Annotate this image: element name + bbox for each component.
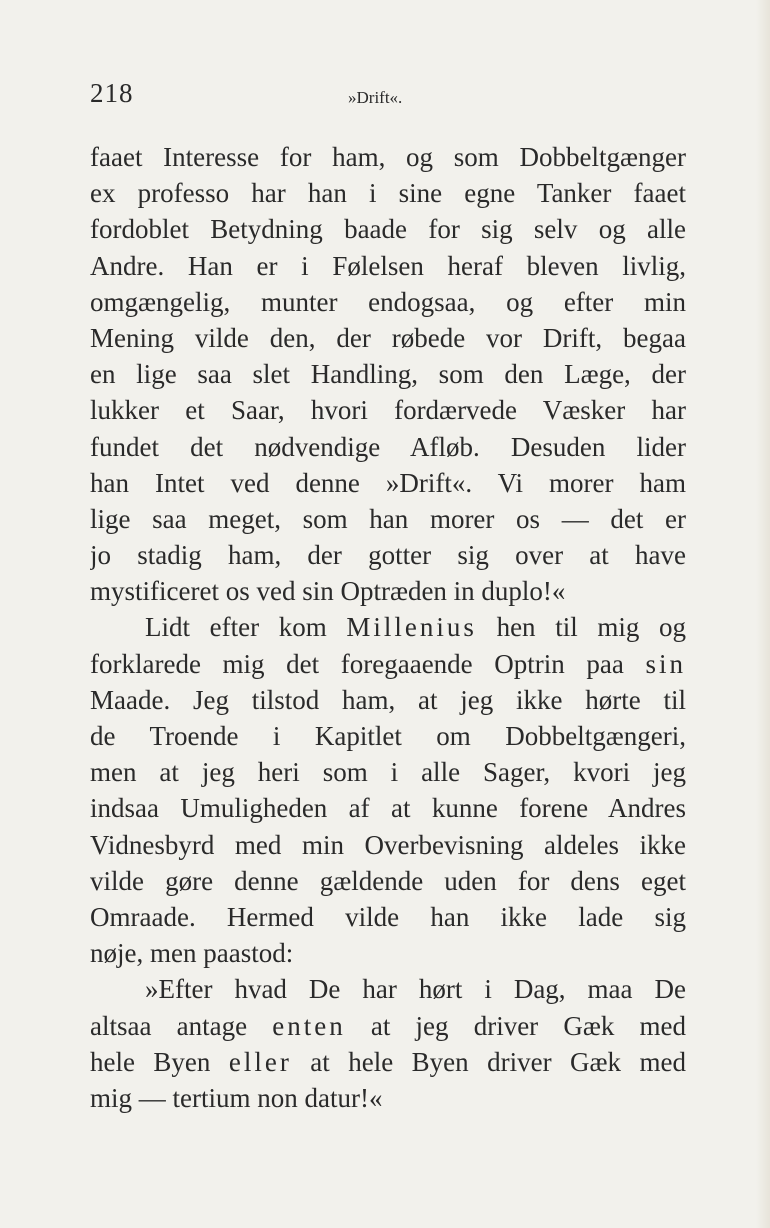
text-run: forklarede mig det foregaaende Optrin paa [90, 648, 646, 679]
text-run: Lidt efter kom [145, 612, 347, 643]
body-text [90, 139, 686, 1116]
page-edge [756, 0, 770, 1228]
text-line: mig — tertium non datur!« [90, 1082, 383, 1113]
text-line: jo stadig ham, der gotter sig over at have [90, 540, 686, 571]
text-line: fundet det nødvendige Afløb. Desuden lider [90, 431, 686, 462]
text-line: nøje, men paastod: [90, 938, 294, 969]
text-run: hen til mig og [476, 612, 686, 643]
text-line [90, 1008, 686, 1044]
text-line: Omraade. Hermed vilde han ikke lade sig [90, 901, 686, 932]
text-line: Vidnesbyrd med min Overbevisning aldeles ikke [90, 829, 686, 860]
text-run: altsaa antage [90, 1010, 273, 1041]
text-line: en lige saa slet Handling, som den Læge, der [90, 359, 686, 390]
text-line: omgængelig, munter endogsaa, og efter min [90, 286, 686, 317]
text-line: Maade. Jeg tilstod ham, at jeg ikke hørte til [90, 684, 686, 715]
running-title: »Drift«. [348, 88, 403, 107]
text-line: de Troende i Kapitlet om Dobbeltgængeri, [90, 721, 686, 751]
page-header [90, 78, 690, 118]
text-line: men at jeg heri som i alle Sager, kvori jeg [90, 757, 686, 788]
text-line: lukker et Saar, hvori fordærvede Væsker har [90, 395, 686, 426]
text-line: vilde gøre denne gældende uden for dens eget [90, 865, 686, 896]
text-line [90, 1044, 686, 1080]
text-line [90, 646, 686, 682]
spaced-text: sin [645, 648, 686, 679]
text-line: »Efter hvad De har hørt i Dag, maa De [145, 974, 686, 1005]
text-line: faaet Interesse for ham, og som Dobbeltgænger [90, 142, 686, 172]
text-line: Mening vilde den, der røbede vor Drift, begaa [90, 322, 686, 353]
text-line: mystificeret os ved sin Optræden in duplo!« [90, 576, 566, 607]
text-line: fordoblet Betydning baade for sig selv og alle [90, 214, 686, 245]
text-run: at jeg driver Gæk med [345, 1010, 686, 1041]
text-run: hele Byen [90, 1046, 229, 1077]
page-number: 218 [90, 78, 134, 108]
text-line: lige saa meget, som han morer os — det er [90, 503, 686, 534]
text-line: han Intet ved denne »Drift«. Vi morer ham [90, 467, 686, 498]
text-line [90, 609, 686, 645]
spaced-text: enten [272, 1010, 346, 1041]
text-run: at hele Byen driver Gæk med [291, 1046, 686, 1077]
text-line: Andre. Han er i Følelsen heraf bleven livlig, [90, 250, 686, 281]
spaced-text: eller [228, 1046, 292, 1077]
text-line: indsaa Umuligheden af at kunne forene Andres [90, 793, 686, 824]
text-line: ex professo har han i sine egne Tanker faaet [90, 178, 686, 209]
spaced-text: Millenius [346, 612, 477, 643]
